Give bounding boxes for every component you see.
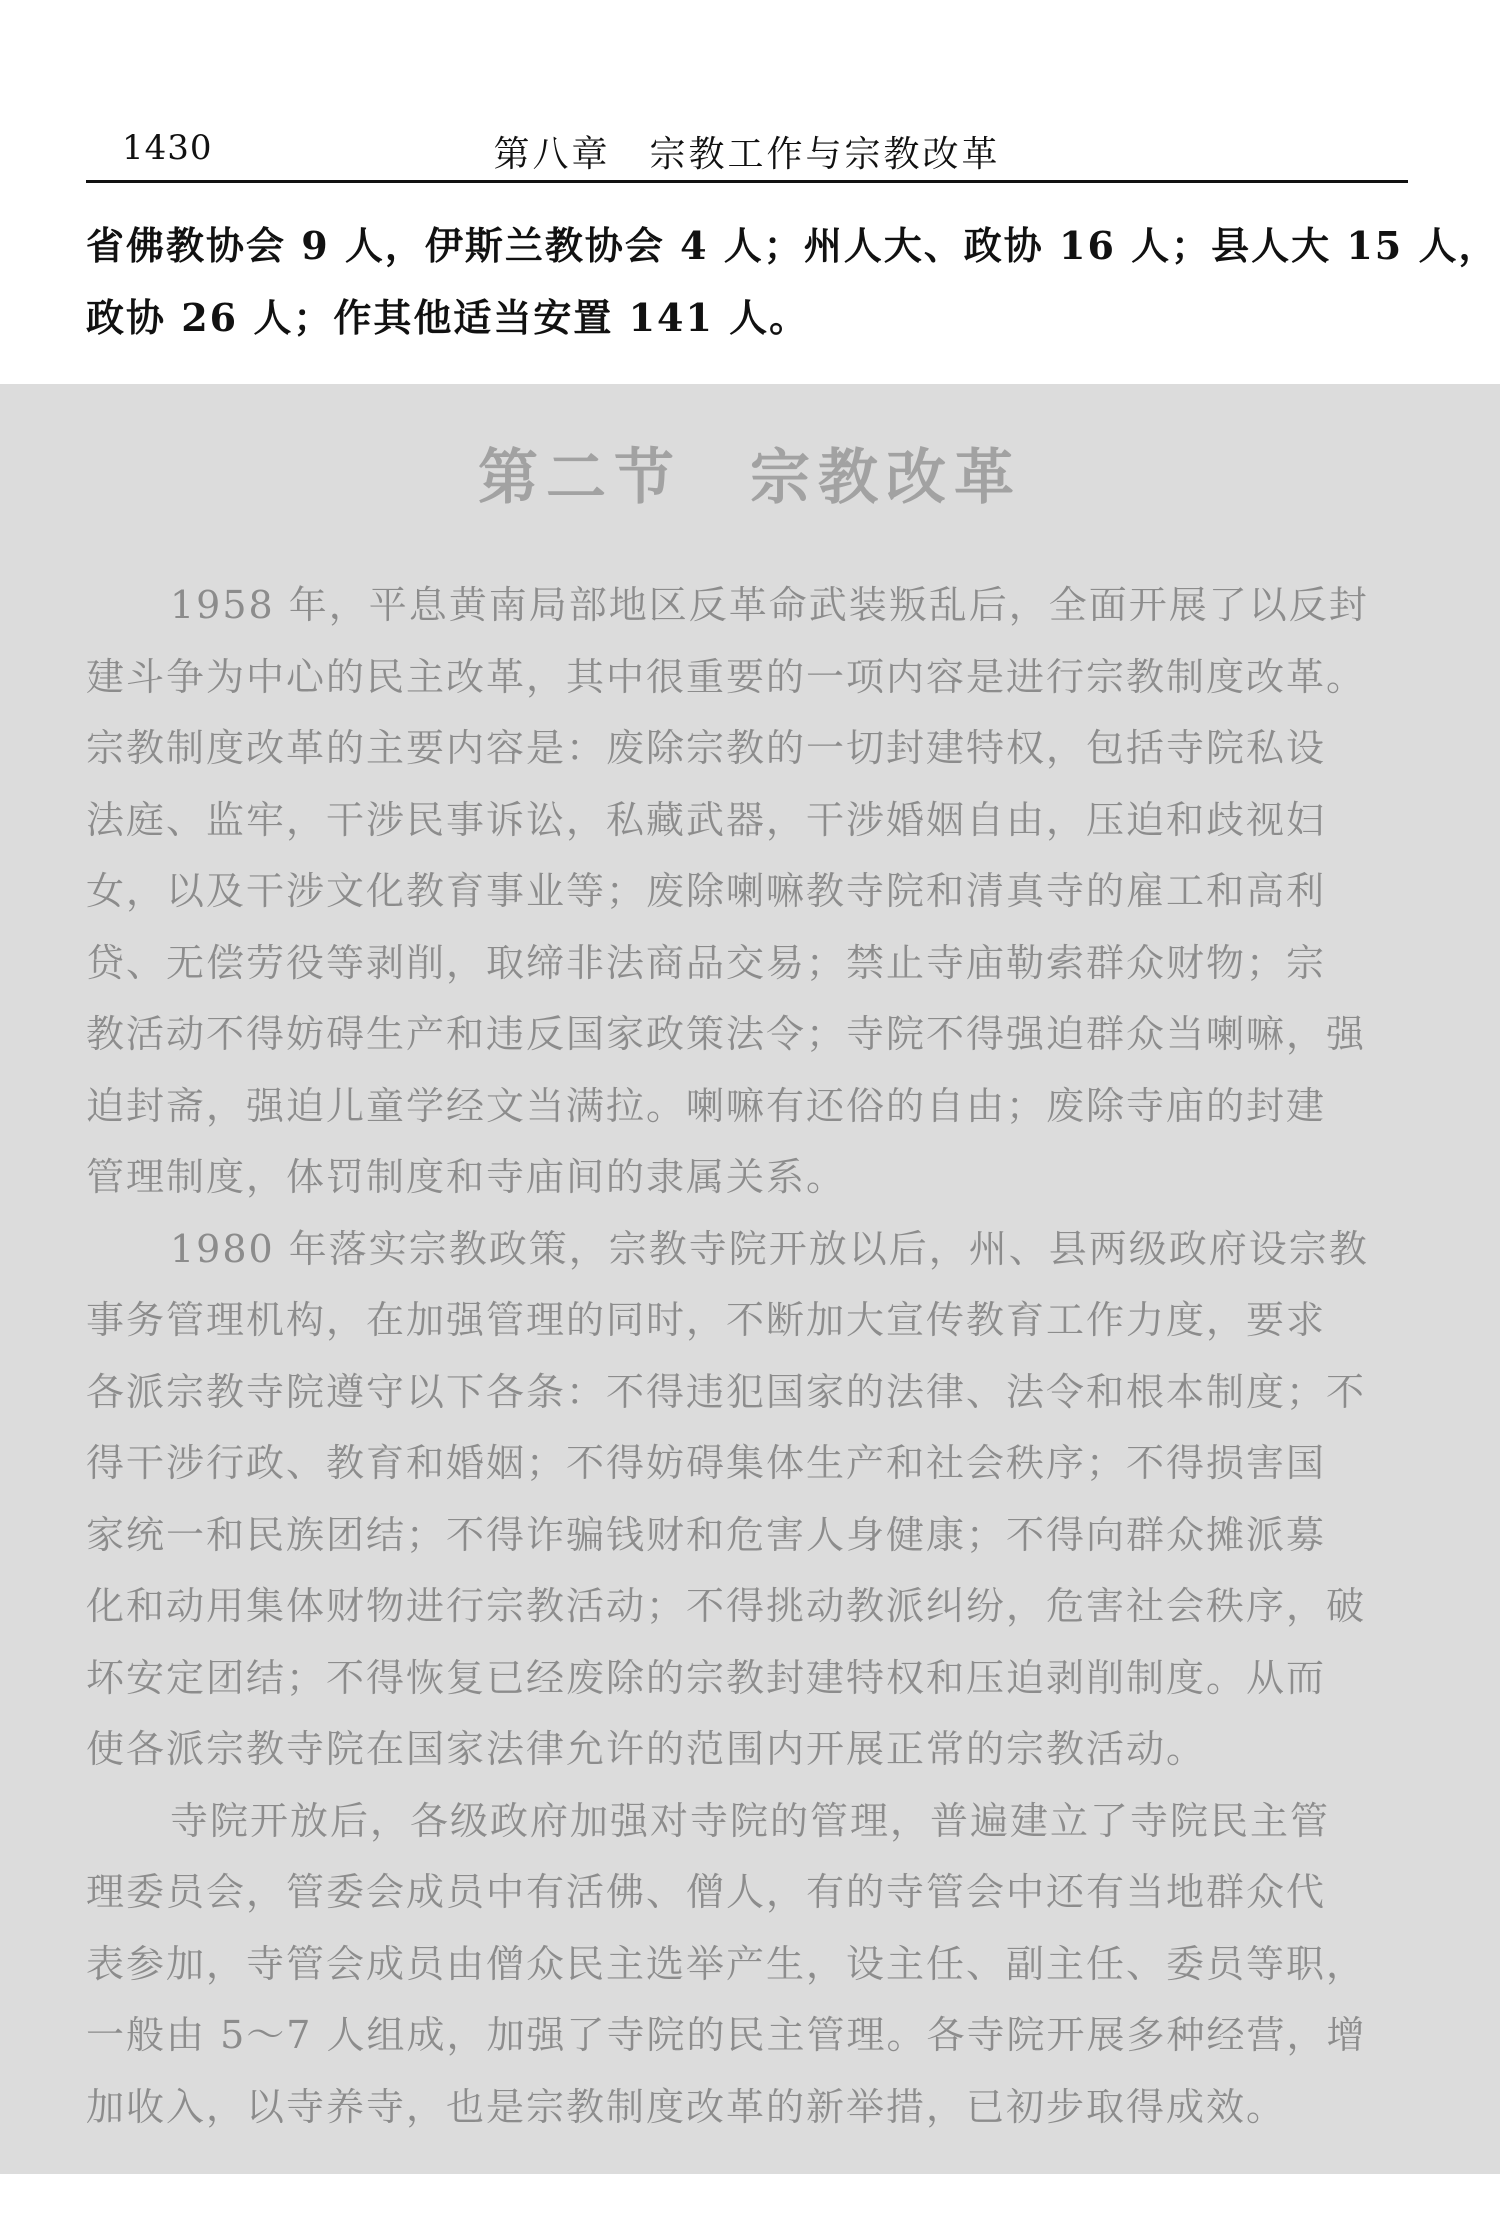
section-title: 第二节 宗教改革 bbox=[478, 443, 1022, 513]
text-line: 使各派宗教寺院在国家法律允许的范围内开展正常的宗教活动。 bbox=[86, 1727, 1207, 1771]
text-line: 法庭、监牢，干涉民事诉讼，私藏武器，干涉婚姻自由，压迫和歧视妇 bbox=[86, 797, 1327, 842]
text-line: 各派宗教寺院遵守以下各条：不得违犯国家的法律、法令和根本制度；不 bbox=[86, 1369, 1367, 1414]
page-header bbox=[86, 118, 1408, 180]
paragraph-3 bbox=[86, 1786, 1416, 2144]
text-line: 1980 年落实宗教政策，宗教寺院开放以后，州、县两级政府设宗教 bbox=[170, 1226, 1369, 1271]
text-line: 得干涉行政、教育和婚姻；不得妨碍集体生产和社会秩序；不得损害国 bbox=[86, 1441, 1327, 1485]
text-line: 省佛教协会 9 人，伊斯兰教协会 4 人；州人大、政协 16 人；县人大 15 人， bbox=[86, 223, 1499, 268]
text-line: 女，以及干涉文化教育事业等；废除喇嘛教寺院和清真寺的雇工和高利 bbox=[86, 869, 1327, 913]
paragraph-2 bbox=[86, 1214, 1416, 1786]
text-line: 事务管理机构，在加强管理的同时，不断加大宣传教育工作力度，要求 bbox=[86, 1298, 1327, 1342]
text-line: 管理制度，体罚制度和寺庙间的隶属关系。 bbox=[86, 1155, 847, 1199]
text-line: 寺院开放后，各级政府加强对寺院的管理，普遍建立了寺院民主管 bbox=[170, 1798, 1331, 1843]
text-line: 宗教制度改革的主要内容是：废除宗教的一切封建特权，包括寺院私设 bbox=[86, 726, 1327, 770]
text-line: 表参加，寺管会成员由僧众民主选举产生，设主任、副主任、委员等职， bbox=[86, 1941, 1367, 1986]
paragraph-1 bbox=[86, 570, 1416, 1214]
text-line: 一般由 5～7 人组成，加强了寺院的民主管理。各寺院开展多种经营，增 bbox=[86, 2013, 1367, 2057]
section-body bbox=[86, 570, 1416, 2143]
text-line: 化和动用集体财物进行宗教活动；不得挑动教派纠纷，危害社会秩序，破 bbox=[86, 1584, 1367, 1628]
text-line: 政协 26 人；作其他适当安置 141 人。 bbox=[86, 295, 810, 340]
running-title: 第八章 宗教工作与宗教改革 bbox=[493, 134, 1001, 175]
text-line: 教活动不得妨碍生产和违反国家政策法令；寺院不得强迫群众当喇嘛，强 bbox=[86, 1012, 1367, 1056]
text-line: 坏安定团结；不得恢复已经废除的宗教封建特权和压迫剥削制度。从而 bbox=[86, 1655, 1327, 1700]
text-line: 1958 年，平息黄南局部地区反革命武装叛乱后，全面开展了以反封 bbox=[170, 583, 1369, 627]
header-rule bbox=[86, 180, 1408, 183]
text-line: 建斗争为中心的民主改革，其中很重要的一项内容是进行宗教制度改革。 bbox=[86, 654, 1367, 699]
text-line: 贷、无偿劳役等剥削，取缔非法商品交易；禁止寺庙勒索群众财物；宗 bbox=[86, 940, 1327, 985]
text-line: 家统一和民族团结；不得诈骗钱财和危害人身健康；不得向群众摊派募 bbox=[86, 1512, 1327, 1557]
text-line: 理委员会，管委会成员中有活佛、僧人，有的寺管会中还有当地群众代 bbox=[86, 1870, 1327, 1914]
page-number: 1430 bbox=[122, 128, 213, 168]
continued-paragraph bbox=[86, 210, 1499, 354]
text-line: 迫封斋，强迫儿童学经文当满拉。喇嘛有还俗的自由；废除寺庙的封建 bbox=[86, 1083, 1327, 1128]
text-line: 加收入，以寺养寺，也是宗教制度改革的新举措，已初步取得成效。 bbox=[86, 2084, 1287, 2129]
